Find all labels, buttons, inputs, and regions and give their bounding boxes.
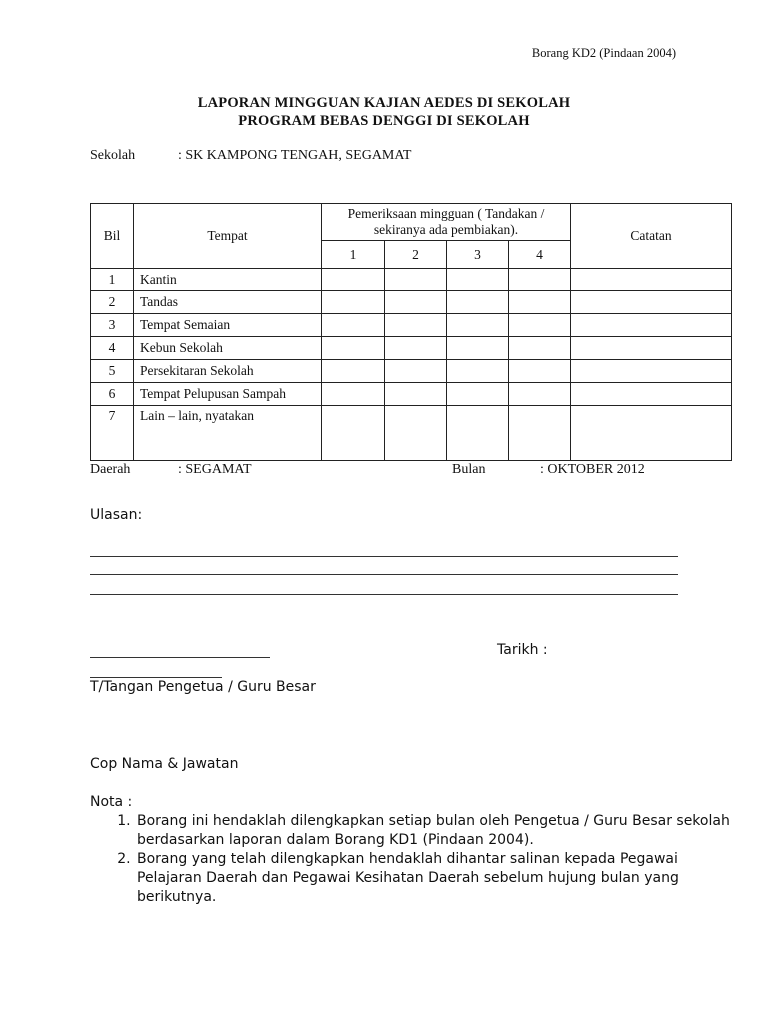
row-number: 5	[91, 360, 134, 383]
row-place: Tempat Semaian	[134, 314, 322, 337]
date-label: Tarikh :	[497, 642, 548, 658]
week-cell[interactable]	[322, 360, 385, 383]
note-item: 1. Borang ini hendaklah dilengkapkan setiap bulan oleh Pengetua / Guru Besar sekolah berdasarkan laporan dalam Borang KD1 (Pindaan 2004).	[135, 812, 735, 850]
table-row	[91, 383, 732, 406]
notes-cell[interactable]	[571, 383, 732, 406]
week-cell[interactable]	[509, 314, 571, 337]
week-cell[interactable]	[322, 406, 385, 461]
row-place: Lain – lain, nyatakan	[134, 406, 322, 461]
week-cell[interactable]	[322, 291, 385, 314]
week-cell[interactable]	[447, 383, 509, 406]
table-row	[91, 337, 732, 360]
week-cell[interactable]	[447, 337, 509, 360]
notes-cell[interactable]	[571, 360, 732, 383]
week-header: 2	[385, 241, 447, 269]
col-weekly-header: Pemeriksaan mingguan ( Tandakan / sekiranya ada pembiakan).	[322, 204, 571, 241]
notes-cell[interactable]	[571, 269, 732, 291]
remarks-line[interactable]	[90, 556, 678, 557]
signature-caption: T/Tangan Pengetua / Guru Besar	[90, 679, 316, 695]
notes-label: Nota :	[90, 794, 133, 810]
week-cell[interactable]	[447, 360, 509, 383]
row-number: 3	[91, 314, 134, 337]
notes-cell[interactable]	[571, 291, 732, 314]
col-notes-header: Catatan	[571, 204, 732, 269]
notes-list	[90, 812, 735, 907]
month-label: Bulan	[452, 462, 486, 477]
week-header: 4	[509, 241, 571, 269]
week-cell[interactable]	[385, 269, 447, 291]
week-cell[interactable]	[509, 406, 571, 461]
inspection-table	[90, 203, 732, 461]
week-header: 3	[447, 241, 509, 269]
notes-cell[interactable]	[571, 337, 732, 360]
school-value: : SK KAMPONG TENGAH, SEGAMAT	[178, 148, 412, 163]
week-cell[interactable]	[322, 269, 385, 291]
table-row	[91, 360, 732, 383]
week-header: 1	[322, 241, 385, 269]
row-number: 7	[91, 406, 134, 461]
week-cell[interactable]	[385, 291, 447, 314]
week-cell[interactable]	[322, 337, 385, 360]
remarks-label: Ulasan:	[90, 507, 143, 523]
week-cell[interactable]	[509, 337, 571, 360]
remarks-line[interactable]	[90, 594, 678, 595]
week-cell[interactable]	[447, 406, 509, 461]
row-place: Persekitaran Sekolah	[134, 360, 322, 383]
week-cell[interactable]	[322, 314, 385, 337]
signature-line[interactable]	[90, 677, 222, 678]
school-label: Sekolah	[90, 148, 136, 163]
remarks-line[interactable]	[90, 574, 678, 575]
notes-cell[interactable]	[571, 406, 732, 461]
row-place: Kebun Sekolah	[134, 337, 322, 360]
week-cell[interactable]	[509, 383, 571, 406]
district-value: : SEGAMAT	[178, 462, 252, 477]
row-number: 2	[91, 291, 134, 314]
week-cell[interactable]	[322, 383, 385, 406]
row-number: 6	[91, 383, 134, 406]
week-cell[interactable]	[385, 337, 447, 360]
table-row	[91, 291, 732, 314]
week-cell[interactable]	[385, 314, 447, 337]
week-cell[interactable]	[385, 360, 447, 383]
table-row	[91, 406, 732, 461]
week-cell[interactable]	[509, 269, 571, 291]
row-number: 4	[91, 337, 134, 360]
row-place: Tempat Pelupusan Sampah	[134, 383, 322, 406]
notes-cell[interactable]	[571, 314, 732, 337]
col-bil-header: Bil	[91, 204, 134, 269]
row-number: 1	[91, 269, 134, 291]
report-subtitle: PROGRAM BEBAS DENGGI DI SEKOLAH	[238, 113, 530, 129]
week-cell[interactable]	[447, 269, 509, 291]
week-cell[interactable]	[447, 314, 509, 337]
district-label: Daerah	[90, 462, 131, 477]
row-place: Tandas	[134, 291, 322, 314]
report-title: LAPORAN MINGGUAN KAJIAN AEDES DI SEKOLAH	[197, 95, 571, 111]
signature-line[interactable]	[90, 657, 270, 658]
note-item: 2. Borang yang telah dilengkapkan hendaklah dihantar salinan kepada Pegawai Pelajaran Daerah dan Pegawai Kesihatan Daerah sebelum hujung bulan yang berikutnya.	[135, 850, 735, 907]
stamp-label: Cop Nama & Jawatan	[90, 756, 239, 772]
col-place-header: Tempat	[134, 204, 322, 269]
month-value: : OKTOBER 2012	[540, 462, 645, 477]
row-place: Kantin	[134, 269, 322, 291]
table-row	[91, 314, 732, 337]
week-cell[interactable]	[509, 291, 571, 314]
week-cell[interactable]	[385, 406, 447, 461]
week-cell[interactable]	[447, 291, 509, 314]
table-row	[91, 269, 732, 291]
form-code: Borang KD2 (Pindaan 2004)	[531, 46, 676, 60]
week-cell[interactable]	[509, 360, 571, 383]
week-cell[interactable]	[385, 383, 447, 406]
